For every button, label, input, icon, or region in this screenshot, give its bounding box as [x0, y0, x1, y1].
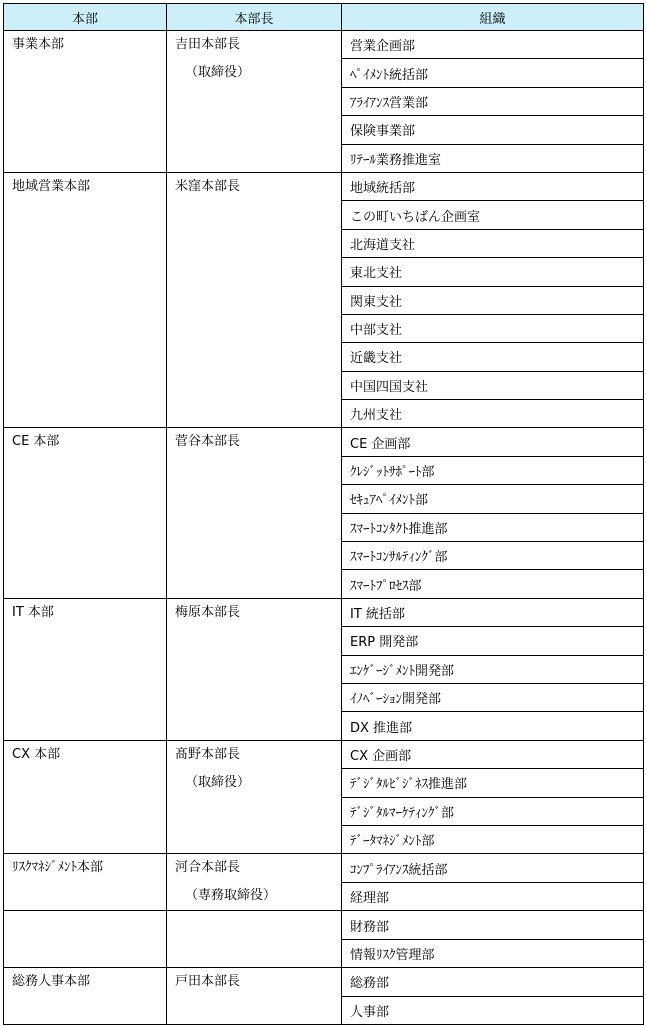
organization-cell: 人事部: [342, 996, 644, 1024]
organization-cell: 保険事業部: [342, 116, 644, 144]
header-head: 本部長: [167, 4, 342, 31]
organization-cell: ｴﾝｹﾞｰｼﾞﾒﾝﾄ開発部: [342, 655, 644, 683]
head-cell: [167, 968, 342, 1025]
organization-cell: ｽﾏｰﾄﾌﾟﾛｾｽ部: [342, 570, 644, 598]
organization-cell: 総務部: [342, 968, 644, 996]
head-cell: [167, 172, 342, 428]
head-role: （取締役）: [185, 774, 251, 790]
table-row: [4, 854, 644, 883]
organization-cell: CE 企画部: [342, 428, 644, 456]
organization-cell: 九州支社: [342, 400, 644, 428]
organization-cell: ﾃﾞｼﾞﾀﾙﾋﾞｼﾞﾈｽ推進部: [342, 769, 644, 797]
head-cell: [167, 31, 342, 173]
head-role: （取締役）: [185, 65, 251, 80]
division-cell: [4, 172, 167, 428]
head-cell: [167, 428, 342, 598]
organization-cell: ｸﾚｼﾞｯﾄｻﾎﾟｰﾄ部: [342, 456, 644, 484]
table-row: [4, 172, 644, 200]
division-cell: [4, 740, 167, 854]
header-row: [4, 4, 644, 31]
organization-cell: 東北支社: [342, 258, 644, 286]
table-row: [4, 428, 644, 456]
organization-cell: CX 企画部: [342, 740, 644, 768]
organization-cell: 経理部: [342, 882, 644, 911]
table-row: [4, 968, 644, 996]
head-cell: [167, 740, 342, 854]
division-name: ﾘｽｸﾏﾈｼﾞﾒﾝﾄ本部: [12, 860, 104, 876]
organization-cell: 中国四国支社: [342, 371, 644, 399]
division-name: IT 本部: [12, 604, 54, 620]
head-name: 戸田本部長: [175, 974, 241, 990]
organization-cell: 関東支社: [342, 286, 644, 314]
table-row: [4, 31, 644, 59]
head-name: 髙野本部長: [175, 746, 241, 762]
organization-cell: ｺﾝﾌﾟﾗｲｱﾝｽ統括部: [342, 854, 644, 883]
division-cell: [4, 854, 167, 911]
organization-cell: ﾃﾞｼﾞﾀﾙﾏｰｹﾃｨﾝｸﾞ部: [342, 797, 644, 825]
organization-cell: 情報ﾘｽｸ管理部: [342, 939, 644, 967]
organization-cell: 近畿支社: [342, 343, 644, 371]
organization-cell: ERP 開発部: [342, 627, 644, 655]
division-cell: [4, 911, 167, 968]
division-cell: [4, 428, 167, 598]
head-name: 米窪本部長: [175, 178, 241, 194]
organization-cell: IT 統括部: [342, 598, 644, 626]
organization-cell: 地域統括部: [342, 172, 644, 200]
header-organization: 組織: [342, 4, 644, 31]
head-cell: [167, 598, 342, 740]
head-cell: [167, 854, 342, 911]
header-division: 本部: [4, 4, 167, 31]
head-name: 梅原本部長: [175, 604, 241, 620]
organization-cell: ｽﾏｰﾄｺﾝｻﾙﾃｨﾝｸﾞ部: [342, 542, 644, 570]
organization-cell: 営業企画部: [342, 31, 644, 59]
organization-cell: 財務部: [342, 911, 644, 939]
table-row: [4, 598, 644, 626]
organization-table: [3, 3, 644, 1025]
table-row: [4, 911, 644, 939]
division-name: 事業本部: [12, 37, 65, 52]
organization-cell: この町いちばん企画室: [342, 201, 644, 229]
organization-cell: ﾘﾃｰﾙ業務推進室: [342, 144, 644, 172]
head-cell: [167, 911, 342, 968]
organization-body: [4, 31, 644, 1025]
organization-cell: ｲﾉﾍﾞｰｼｮﾝ開発部: [342, 683, 644, 711]
division-name: 総務人事本部: [12, 974, 91, 990]
head-name: 吉田本部長: [175, 37, 241, 52]
organization-cell: ｽﾏｰﾄｺﾝﾀｸﾄ推進部: [342, 513, 644, 541]
head-name: 菅谷本部長: [175, 434, 241, 450]
organization-cell: ﾍﾟｲﾒﾝﾄ統括部: [342, 59, 644, 87]
organization-cell: ｱﾗｲｱﾝｽ営業部: [342, 87, 644, 115]
organization-cell: 中部支社: [342, 314, 644, 342]
organization-cell: ｾｷｭｱﾍﾟｲﾒﾝﾄ部: [342, 485, 644, 513]
organization-cell: DX 推進部: [342, 712, 644, 740]
division-cell: [4, 31, 167, 173]
organization-cell: 北海道支社: [342, 229, 644, 257]
head-name: 河合本部長: [175, 860, 241, 876]
division-name: CE 本部: [12, 434, 60, 450]
division-cell: [4, 968, 167, 1025]
division-name: CX 本部: [12, 746, 61, 762]
organization-cell: ﾃﾞｰﾀﾏﾈｼﾞﾒﾝﾄ部: [342, 825, 644, 853]
table-row: [4, 740, 644, 768]
division-name: 地域営業本部: [12, 178, 91, 194]
head-role: （専務取締役）: [185, 888, 277, 904]
division-cell: [4, 598, 167, 740]
